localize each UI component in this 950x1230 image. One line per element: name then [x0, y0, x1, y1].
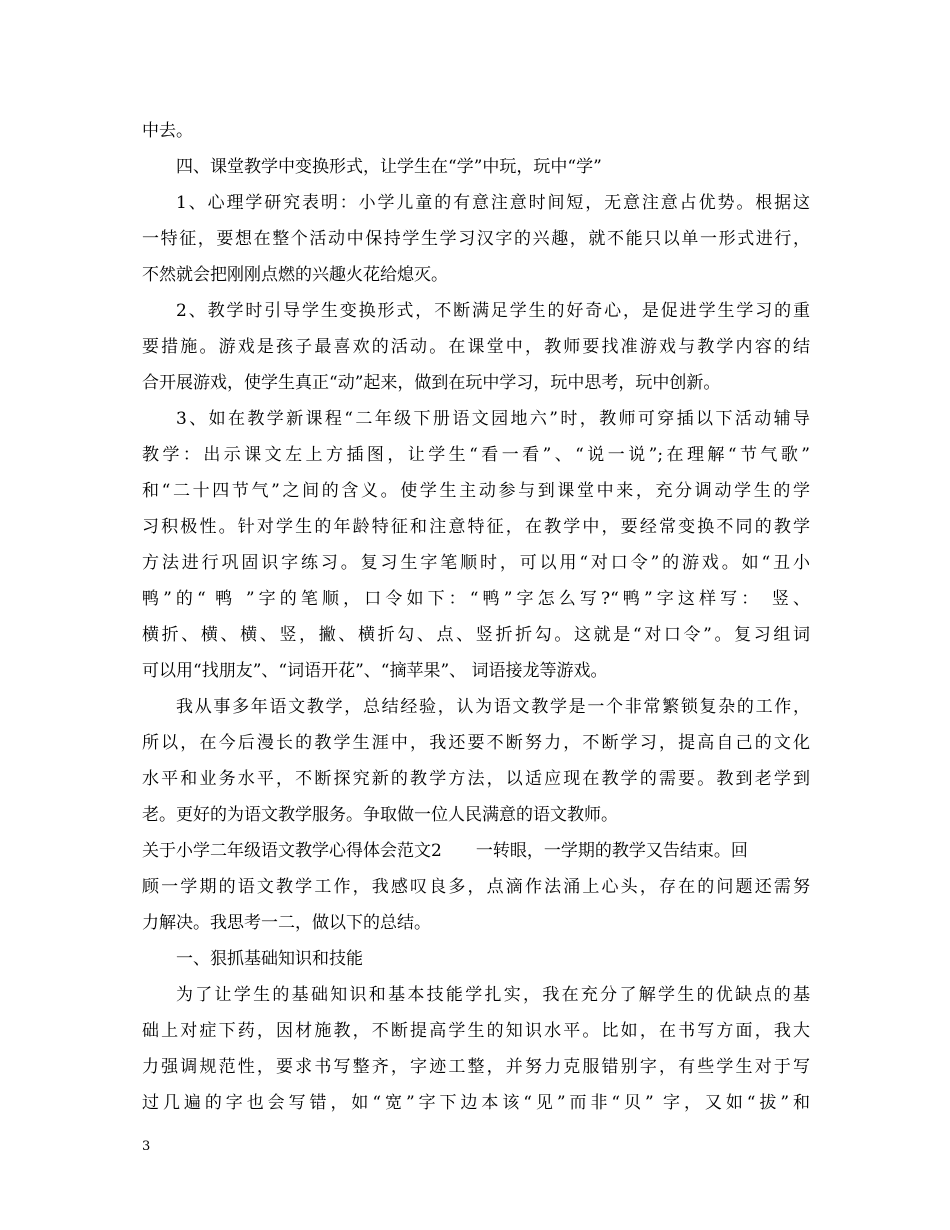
section-heading: 一、狠抓基础知识和技能 — [176, 949, 363, 969]
text-line: 老。更好的为语文教学服务。争取做一位人民满意的语文教师。 — [142, 805, 618, 825]
text-line: 要措施。游戏是孩子最喜欢的活动。在课堂中，教师要找准游戏与教学内容的结 — [142, 337, 810, 357]
text-line: 不然就会把刚刚点燃的兴趣火花给熄灭。 — [142, 265, 448, 285]
text-line: 顾一学期的语文教学工作，我感叹良多，点滴作法涌上心头，存在的问题还需努 — [142, 877, 810, 897]
text-line: 方法进行巩固识字练习。复习生字笔顺时，可以用“对口令”的游戏。如“丑小 — [142, 553, 810, 573]
text-line: 力强调规范性，要求书写整齐，字迹工整，并努力克服错别字，有些学生对于写 — [142, 1057, 810, 1077]
text-line: 2、教学时引导学生变换形式，不断满足学生的好奇心，是促进学生学习的重 — [176, 301, 810, 321]
text-line: 横折、横、横、竖，撇、横折勾、点、竖折折勾。这就是“对口令”。复习组词 — [142, 625, 810, 645]
text-line: 过几遍的字也会写错，如“宽”字下边本该“见”而非“贝” 字，又如“拔”和 — [142, 1093, 810, 1113]
text-line: 中去。 — [142, 121, 193, 141]
article-title-line: 关于小学二年级语文教学心得体会范文2 一转眼，一学期的教学又告结束。回 — [142, 841, 748, 861]
text-line: 所以，在今后漫长的教学生涯中，我还要不断努力，不断学习，提高自己的文化 — [142, 733, 810, 753]
text-line: 水平和业务水平，不断探究新的教学方法，以适应现在教学的需要。教到老学到 — [142, 769, 810, 789]
text-line: 可以用“找朋友”、“词语开花”、“摘苹果”、 词语接龙等游戏。 — [142, 661, 608, 681]
text-line: 和“二十四节气”之间的含义。使学生主动参与到课堂中来，充分调动学生的学 — [142, 481, 810, 501]
text-line: 1、心理学研究表明：小学儿童的有意注意时间短，无意注意占优势。根据这 — [176, 193, 810, 213]
text-line: 合开展游戏，使学生真正“动”起来，做到在玩中学习，玩中思考，玩中创新。 — [142, 373, 721, 393]
text-line: 教学：出示课文左上方插图，让学生“看一看”、“说一说”;在理解“节气歌” — [142, 445, 810, 465]
text-line: 鸭”的“ 鸭 ”字的笔顺，口令如下：“鸭”字怎么写?“鸭”字这样写： 竖、 — [142, 589, 810, 609]
text-line: 习积极性。针对学生的年龄特征和注意特征，在教学中，要经常变换不同的教学 — [142, 517, 810, 537]
text-line: 3、如在教学新课程“二年级下册语文园地六”时，教师可穿插以下活动辅导 — [176, 409, 810, 429]
text-line: 础上对症下药，因材施教，不断提高学生的知识水平。比如，在书写方面，我大 — [142, 1021, 810, 1041]
text-line: 力解决。我思考一二，做以下的总结。 — [142, 913, 431, 933]
text-line: 我从事多年语文教学，总结经验，认为语文教学是一个非常繁锁复杂的工作， — [176, 697, 810, 717]
section-heading: 四、课堂教学中变换形式，让学生在“学”中玩，玩中“学” — [176, 157, 602, 177]
document-body — [142, 113, 810, 1121]
text-line: 为了让学生的基础知识和基本技能学扎实，我在充分了解学生的优缺点的基 — [176, 985, 810, 1005]
text-line: 一特征，要想在整个活动中保持学生学习汉字的兴趣，就不能只以单一形式进行， — [142, 229, 810, 249]
page-number: 3 — [142, 1139, 151, 1154]
